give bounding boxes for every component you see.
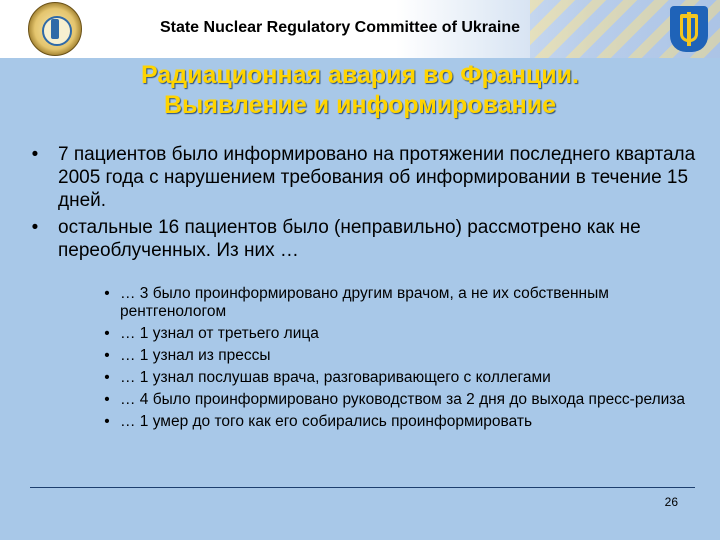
slide-title-line-2: Выявление и информирование xyxy=(163,91,557,119)
slide-title xyxy=(40,60,680,120)
list-item-text: … 3 было проинформировано другим врачом, а не их собственным рентгенологом xyxy=(120,285,609,320)
bullet-icon: • xyxy=(31,217,39,238)
list-item xyxy=(100,413,700,431)
bullet-icon: • xyxy=(104,369,110,386)
bullet-icon: • xyxy=(104,347,110,364)
trident-emblem-icon xyxy=(670,6,708,52)
list-item xyxy=(28,143,698,212)
regulatory-seal-icon xyxy=(28,2,82,56)
list-item-text: … 4 было проинформировано руководством за 2 дня до выхода пресс-релиза xyxy=(120,391,686,408)
list-item-text: … 1 узнал от третьего лица xyxy=(120,325,319,342)
list-item-text: 7 пациентов было информировано на протяжении последнего квартала 2005 года с нарушением требования об информировании в течение 15 дней. xyxy=(58,144,696,211)
list-item-text: … 1 узнал послушав врача, разговаривающего с коллегами xyxy=(120,369,551,386)
list-item xyxy=(100,325,700,343)
footer-divider xyxy=(30,487,695,488)
bullet-icon: • xyxy=(104,325,110,342)
list-item xyxy=(100,285,700,321)
list-item xyxy=(100,347,700,365)
bullet-icon: • xyxy=(104,391,110,408)
sub-bullet-list xyxy=(100,285,700,435)
list-item xyxy=(100,369,700,387)
list-item xyxy=(28,216,698,262)
list-item-text: … 1 узнал из прессы xyxy=(120,347,271,364)
list-item-text: остальные 16 пациентов было (неправильно) рассмотрено как не переоблученных. Из них … xyxy=(58,217,641,261)
slide-title-line-1: Радиационная авария во Франции. xyxy=(141,61,579,89)
list-item xyxy=(100,391,700,409)
slide-content xyxy=(28,143,698,266)
list-item-text: … 1 умер до того как его собирались проинформировать xyxy=(120,413,533,430)
bullet-icon: • xyxy=(104,285,110,302)
organization-title: State Nuclear Regulatory Committee of Ukraine xyxy=(159,19,521,36)
bullet-icon: • xyxy=(104,413,110,430)
main-bullet-list xyxy=(28,143,698,262)
page-number: 26 xyxy=(664,495,678,509)
bullet-icon: • xyxy=(31,144,39,165)
